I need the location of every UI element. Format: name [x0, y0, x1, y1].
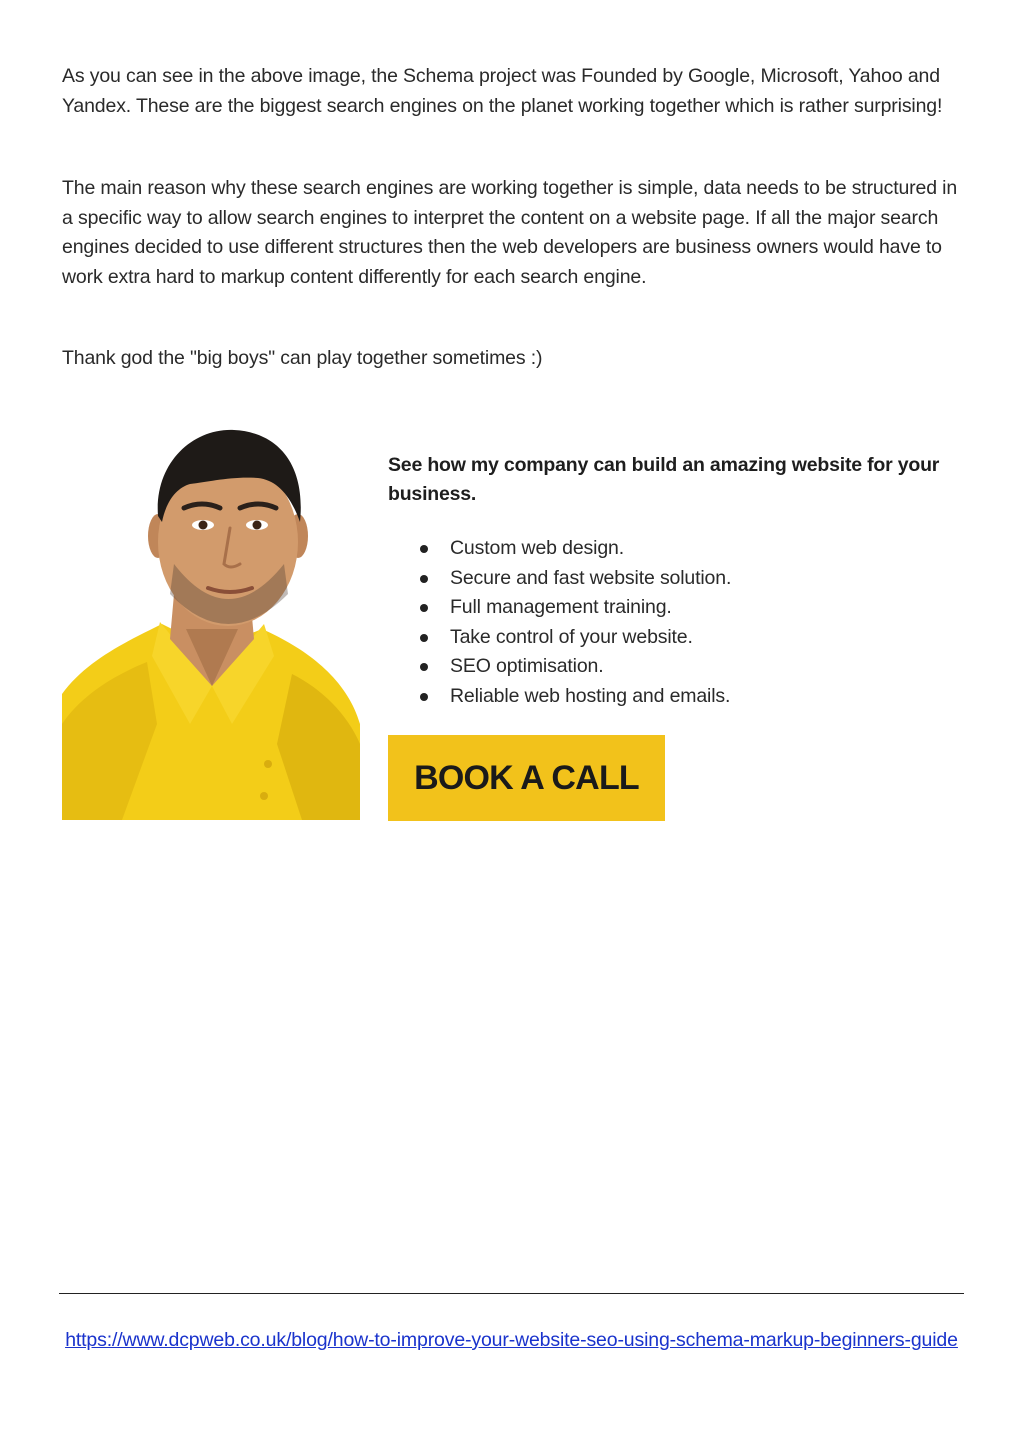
- bullet-icon: [420, 604, 428, 612]
- paragraph-structured-data-reason: The main reason why these search engines are working together is simple, data needs to be structured in a specific way to allow search engines to interpret the content on a website page. If all the major search engines decided to use different structures then the web developers are business owners would have to work extra hard to markup content differently for each search engine.: [62, 177, 958, 288]
- feature-text: SEO optimisation.: [450, 655, 604, 678]
- bullet-icon: [420, 575, 428, 583]
- source-url-link[interactable]: https://www.dcpweb.co.uk/blog/how-to-improve-your-website-seo-using-schema-markup-beginners-guide: [65, 1329, 958, 1351]
- bullet-icon: [420, 663, 428, 671]
- bullet-icon: [420, 545, 428, 553]
- feature-list: [420, 534, 731, 712]
- author-portrait-photo: [62, 424, 360, 820]
- feature-text: Take control of your website.: [450, 625, 693, 648]
- feature-text: Reliable web hosting and emails.: [450, 684, 731, 707]
- feature-item: [420, 534, 731, 564]
- feature-item: [420, 593, 731, 623]
- paragraph-schema-founders: As you can see in the above image, the Schema project was Founded by Google, Microsoft, Yahoo and Yandex. These are the biggest search engines on the planet working together which is rather surprising!: [62, 65, 943, 117]
- bullet-icon: [420, 634, 428, 642]
- book-a-call-button[interactable]: [388, 735, 665, 821]
- feature-item: [420, 564, 731, 594]
- bullet-icon: [420, 693, 428, 701]
- feature-text: Full management training.: [450, 596, 672, 619]
- feature-text: Secure and fast website solution.: [450, 566, 732, 589]
- promo-heading: See how my company can build an amazing website for your business.: [388, 454, 940, 505]
- paragraph-closing-remark: Thank god the "big boys" can play together sometimes :): [62, 347, 543, 369]
- feature-item: [420, 652, 731, 682]
- footer-divider: [59, 1293, 964, 1294]
- footer-source-link-container: [62, 1326, 961, 1356]
- feature-item: [420, 682, 731, 712]
- feature-text: Custom web design.: [450, 537, 624, 559]
- book-a-call-label: BOOK A CALL: [414, 758, 639, 797]
- feature-item: [420, 623, 731, 653]
